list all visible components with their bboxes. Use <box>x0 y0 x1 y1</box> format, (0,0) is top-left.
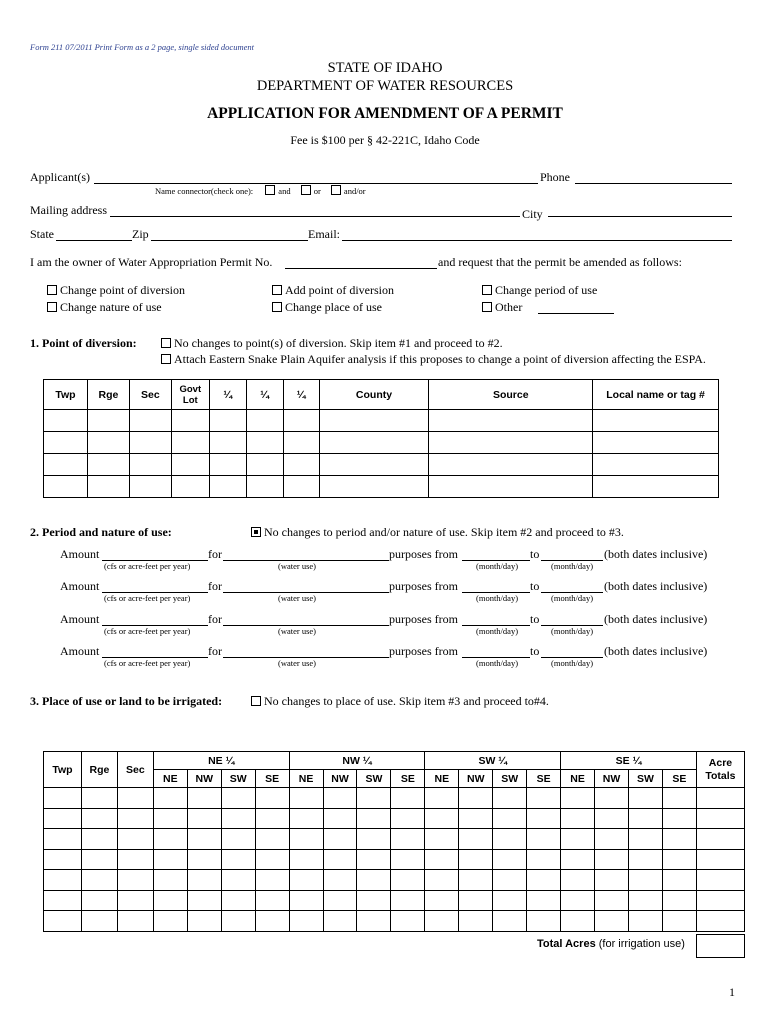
purposes-label: purposes from <box>389 612 458 626</box>
column-header: Rge <box>87 380 129 410</box>
sub-column-header: SE <box>527 770 561 788</box>
checkbox-checked-icon[interactable] <box>251 527 261 537</box>
sub-column-header: NE <box>425 770 459 788</box>
to-label: to <box>530 612 540 626</box>
table-header-row <box>44 380 719 410</box>
to-label: to <box>530 579 540 593</box>
state-label: State <box>30 227 54 241</box>
checkbox-icon[interactable] <box>265 185 275 195</box>
from-date-hint: (month/day) <box>476 626 519 636</box>
connector-or[interactable]: or <box>301 186 321 196</box>
total-acres-note: (for irrigation use) <box>598 938 685 950</box>
option-change-pod[interactable]: Change point of diversion <box>47 283 185 298</box>
table-row <box>44 829 745 850</box>
total-acres-row <box>537 938 685 950</box>
for-label: for <box>208 644 222 658</box>
from-date-hint: (month/day) <box>476 593 519 603</box>
table-row <box>44 870 745 891</box>
table-header-row <box>44 752 745 770</box>
section1-option1[interactable]: No changes to point(s) of diversion. Skip item #1 and proceed to #2. <box>161 336 503 351</box>
sub-column-header: SE <box>255 770 289 788</box>
inclusive-label: (both dates inclusive) <box>604 612 708 626</box>
option-change-period[interactable]: Change period of use <box>482 283 597 298</box>
to-label: to <box>530 547 540 561</box>
other-field[interactable] <box>538 313 614 314</box>
column-header: ¼ <box>209 380 246 410</box>
quarter-header: SW ¼ <box>425 752 561 770</box>
city-label: City <box>522 207 543 221</box>
owner-statement-prefix: I am the owner of Water Appropriation Permit No. <box>30 255 273 269</box>
applicant-field[interactable] <box>94 183 538 184</box>
checkbox-icon[interactable] <box>482 302 492 312</box>
checkbox-icon[interactable] <box>251 696 261 706</box>
amount-hint: (cfs or acre-feet per year) <box>104 658 191 668</box>
for-label: for <box>208 547 222 561</box>
sub-column-header: SE <box>662 770 696 788</box>
zip-label: Zip <box>132 227 149 241</box>
form-header-note: Form 211 07/2011 Print Form as a 2 page, single sided document <box>30 42 254 52</box>
sub-column-header: SW <box>221 770 255 788</box>
page-number: 1 <box>729 985 735 999</box>
owner-statement-suffix: and request that the permit be amended as follows: <box>438 255 682 269</box>
sub-column-header: SW <box>493 770 527 788</box>
checkbox-icon[interactable] <box>301 185 311 195</box>
option-change-place[interactable]: Change place of use <box>272 300 382 315</box>
place-of-use-table <box>43 751 745 932</box>
total-acres-label: Total Acres <box>537 938 596 950</box>
state-field[interactable] <box>56 240 132 241</box>
department-title: DEPARTMENT OF WATER RESOURCES <box>256 78 514 94</box>
connector-andor[interactable]: and/or <box>331 186 366 196</box>
inclusive-label: (both dates inclusive) <box>604 547 708 561</box>
amount-hint: (cfs or acre-feet per year) <box>104 626 191 636</box>
table-row <box>44 788 745 809</box>
section1-option2[interactable]: Attach Eastern Snake Plain Aquifer analysis if this proposes to change a point of diversion affecting the ESPA. <box>161 352 706 367</box>
purposes-label: purposes from <box>389 547 458 561</box>
zip-field[interactable] <box>151 240 308 241</box>
sub-column-header: NE <box>561 770 595 788</box>
connector-label: Name connector(check one): <box>155 186 254 196</box>
column-header: Rge <box>81 752 117 788</box>
acre-totals-header: Acre Totals <box>696 752 744 788</box>
checkbox-icon[interactable] <box>161 338 171 348</box>
option-other[interactable]: Other <box>482 300 522 315</box>
sub-column-header: NE <box>289 770 323 788</box>
to-date-hint: (month/day) <box>551 658 594 668</box>
quarter-header: NW ¼ <box>289 752 425 770</box>
for-label: for <box>208 579 222 593</box>
purposes-label: purposes from <box>389 644 458 658</box>
email-label: Email: <box>308 227 340 241</box>
checkbox-icon[interactable] <box>272 285 282 295</box>
checkbox-icon[interactable] <box>161 354 171 364</box>
table-row <box>44 432 719 454</box>
from-date-hint: (month/day) <box>476 561 519 571</box>
table-row <box>44 849 745 870</box>
checkbox-icon[interactable] <box>272 302 282 312</box>
mailing-field[interactable] <box>110 216 520 217</box>
water-use-hint: (water use) <box>278 658 316 668</box>
checkbox-icon[interactable] <box>47 285 57 295</box>
checkbox-icon[interactable] <box>47 302 57 312</box>
column-header: Sec <box>129 380 171 410</box>
sub-column-header: SE <box>391 770 425 788</box>
city-field[interactable] <box>548 216 732 217</box>
connector-row <box>155 185 366 196</box>
section3-no-change[interactable]: No changes to place of use. Skip item #3 and proceed to#4. <box>251 694 549 709</box>
to-date-hint: (month/day) <box>551 561 594 571</box>
section2-title: 2. Period and nature of use: <box>30 525 172 539</box>
option-add-pod[interactable]: Add point of diversion <box>272 283 394 298</box>
checkbox-icon[interactable] <box>331 185 341 195</box>
table-row <box>44 410 719 432</box>
inclusive-label: (both dates inclusive) <box>604 644 708 658</box>
water-use-hint: (water use) <box>278 626 316 636</box>
to-label: to <box>530 644 540 658</box>
mailing-label: Mailing address <box>30 203 107 217</box>
to-date-hint: (month/day) <box>551 626 594 636</box>
sub-column-header: SW <box>629 770 663 788</box>
water-use-hint: (water use) <box>278 593 316 603</box>
amount-label: Amount <box>60 547 100 561</box>
sub-column-header: NW <box>187 770 221 788</box>
sub-column-header: NE <box>153 770 187 788</box>
purposes-label: purposes from <box>389 579 458 593</box>
column-header: Sec <box>117 752 153 788</box>
option-change-nature[interactable]: Change nature of use <box>47 300 162 315</box>
amount-label: Amount <box>60 579 100 593</box>
amount-label: Amount <box>60 644 100 658</box>
section2-no-change[interactable]: No changes to period and/or nature of use. Skip item #2 and proceed to #3. <box>251 525 624 540</box>
column-header: County <box>319 380 429 410</box>
table-row <box>44 890 745 911</box>
email-field[interactable] <box>342 240 732 241</box>
applicant-label: Applicant(s) <box>30 170 90 184</box>
table-row <box>44 911 745 932</box>
phone-field[interactable] <box>575 183 732 184</box>
connector-and[interactable]: and <box>265 186 290 196</box>
column-header: ¼ <box>246 380 283 410</box>
sub-column-header: SW <box>357 770 391 788</box>
column-header: Twp <box>44 380 88 410</box>
column-header: Source <box>429 380 593 410</box>
table-row <box>44 808 745 829</box>
sub-column-header: NW <box>459 770 493 788</box>
permit-number-field[interactable] <box>285 268 437 269</box>
for-label: for <box>208 612 222 626</box>
to-date-hint: (month/day) <box>551 593 594 603</box>
from-date-hint: (month/day) <box>476 658 519 668</box>
amount-hint: (cfs or acre-feet per year) <box>104 561 191 571</box>
section1-title: 1. Point of diversion: <box>30 336 137 350</box>
point-of-diversion-table <box>43 379 719 498</box>
sub-column-header: NW <box>595 770 629 788</box>
table-row <box>44 454 719 476</box>
phone-label: Phone <box>540 170 570 184</box>
section3-title: 3. Place of use or land to be irrigated: <box>30 694 223 708</box>
column-header: ¼ <box>283 380 319 410</box>
checkbox-icon[interactable] <box>482 285 492 295</box>
column-header: Twp <box>44 752 82 788</box>
water-use-hint: (water use) <box>278 561 316 571</box>
fee-note: Fee is $100 per § 42-221C, Idaho Code <box>290 133 480 147</box>
column-header: Local name or tag # <box>593 380 719 410</box>
inclusive-label: (both dates inclusive) <box>604 579 708 593</box>
quarter-header: SE ¼ <box>561 752 697 770</box>
amount-label: Amount <box>60 612 100 626</box>
total-acres-field[interactable] <box>696 934 745 958</box>
column-header: Govt Lot <box>171 380 209 410</box>
amount-hint: (cfs or acre-feet per year) <box>104 593 191 603</box>
table-row <box>44 476 719 498</box>
sub-column-header: NW <box>323 770 357 788</box>
state-title: STATE OF IDAHO <box>327 60 443 76</box>
form-title: APPLICATION FOR AMENDMENT OF A PERMIT <box>207 105 563 122</box>
quarter-header: NE ¼ <box>153 752 289 770</box>
